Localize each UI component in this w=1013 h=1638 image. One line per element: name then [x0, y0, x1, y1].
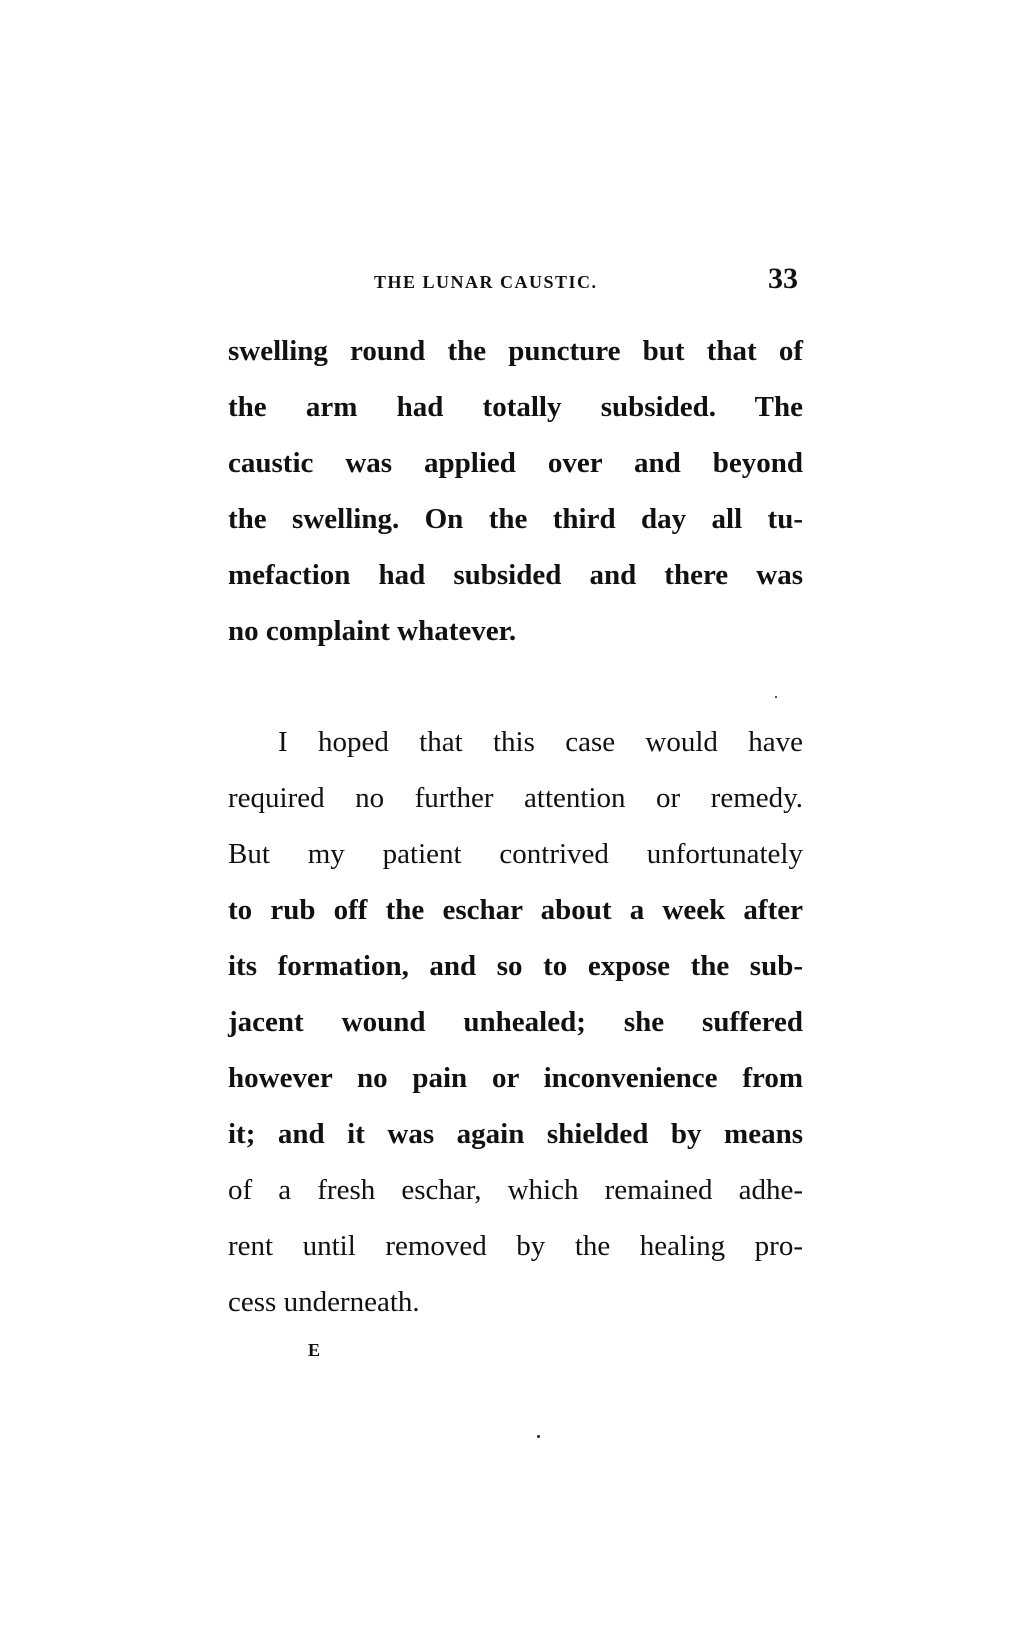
- text-line: But my patient contrived unfortunately: [228, 838, 803, 870]
- text-line: however no pain or inconvenience from: [228, 1062, 803, 1094]
- text-line: of a fresh eschar, which remained adhe-: [228, 1174, 803, 1206]
- text-line: no complaint whatever.: [228, 615, 517, 647]
- page-number: 33: [768, 262, 798, 295]
- print-speck: [775, 696, 777, 698]
- text-line: its formation, and so to expose the sub-: [228, 950, 803, 982]
- text-line: cess underneath.: [228, 1286, 420, 1318]
- signature-mark: E: [308, 1340, 321, 1360]
- text-line: the swelling. On the third day all tu-: [228, 503, 803, 535]
- paragraph-1: [228, 323, 803, 659]
- text-line: mefaction had subsided and there was: [228, 559, 803, 591]
- text-line: swelling round the puncture but that of: [228, 335, 803, 367]
- text-line: it; and it was again shielded by means: [228, 1118, 803, 1150]
- text-line: the arm had totally subsided. The: [228, 391, 803, 423]
- text-line: to rub off the eschar about a week after: [228, 894, 803, 926]
- text-line: required no further attention or remedy.: [228, 782, 803, 814]
- text-line: jacent wound unhealed; she suffered: [228, 1006, 803, 1038]
- text-line: rent until removed by the healing pro-: [228, 1230, 803, 1262]
- paragraph-2: [228, 714, 803, 1330]
- text-line: I hoped that this case would have: [278, 726, 803, 758]
- text-line: caustic was applied over and beyond: [228, 447, 803, 479]
- running-title: THE LUNAR CAUSTIC.: [374, 272, 598, 292]
- print-speck: [537, 1435, 540, 1438]
